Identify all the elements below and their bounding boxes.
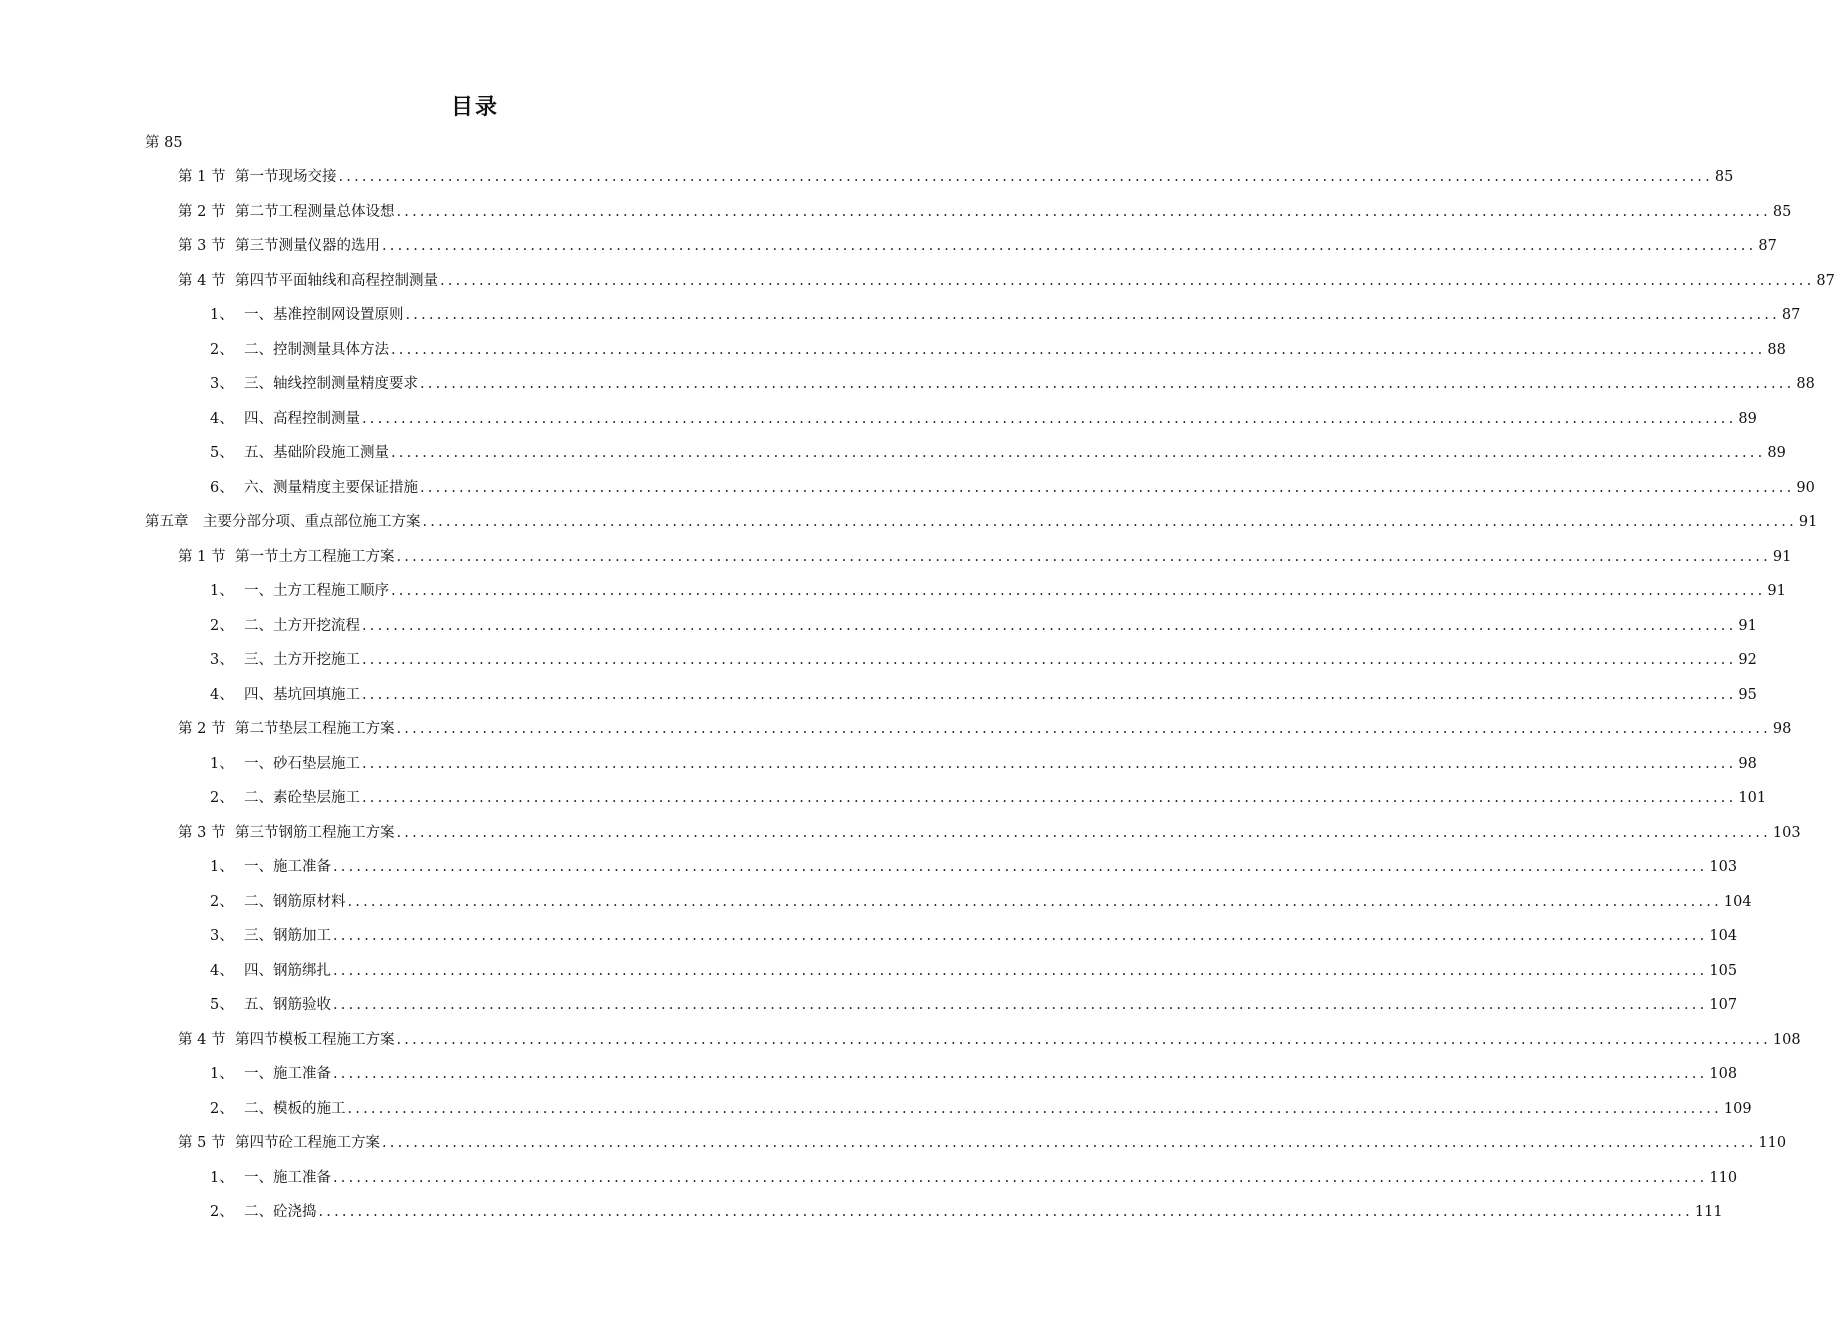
toc-entry-number: 5、 <box>210 445 234 461</box>
toc-entry-title: 三、钢筋加工 <box>244 928 331 944</box>
toc-entry-title: 二、砼浇捣 <box>244 1204 317 1220</box>
toc-entry-number: 2、 <box>210 341 234 358</box>
toc-entry[interactable] <box>210 994 1738 1016</box>
toc-page-number: 85 <box>1714 169 1734 185</box>
toc-entry-title: 二、控制测量具体方法 <box>244 341 389 358</box>
toc-leader-dots: ................................................................................................................................................................................ <box>420 376 1795 392</box>
toc-entry-title: 五、基础阶段施工测量 <box>244 445 389 461</box>
toc-entry[interactable] <box>178 235 1777 257</box>
toc-entry[interactable] <box>178 270 1835 292</box>
toc-leader-dots: ................................................................................................................................................................................ <box>396 1031 1771 1048</box>
toc-page-number: 103 <box>1772 824 1801 841</box>
toc-leader-dots: ................................................................................................................................................................................ <box>333 1066 1708 1082</box>
toc-entry-number: 1、 <box>210 583 234 599</box>
toc-entry-number: 第 2 节 <box>178 203 226 220</box>
toc-page-number: 108 <box>1709 1066 1738 1082</box>
toc-entry-title: 一、施工准备 <box>244 1169 331 1186</box>
toc-entry-number: 第 5 节 <box>178 1135 226 1151</box>
toc-entry[interactable] <box>145 511 1818 533</box>
toc-page-number: 88 <box>1767 341 1786 358</box>
toc-page-number: 98 <box>1772 721 1792 737</box>
toc-leader-dots: ................................................................................................................................................................................ <box>333 859 1708 875</box>
toc-entry-number: 第 3 节 <box>178 824 226 841</box>
toc-entry-title: 第四节砼工程施工方案 <box>235 1135 380 1151</box>
toc-entry[interactable] <box>210 753 1757 775</box>
toc-orphan-line: 第 85 <box>145 135 183 151</box>
toc-entry-title: 第四节模板工程施工方案 <box>235 1031 395 1048</box>
toc-entry-title: 一、施工准备 <box>244 1066 331 1082</box>
toc-page-number: 87 <box>1816 272 1835 289</box>
toc-entry-title: 四、高程控制测量 <box>244 410 360 427</box>
toc-page-number: 111 <box>1694 1204 1723 1220</box>
toc-entry-title: 五、钢筋验收 <box>244 997 331 1013</box>
toc-entry-title: 一、基准控制网设置原则 <box>244 307 404 323</box>
toc-entry-number: 1、 <box>210 307 234 323</box>
toc-leader-dots: ................................................................................................................................................................................ <box>362 652 1737 668</box>
toc-page-number: 87 <box>1758 238 1777 254</box>
toc-leader-dots: ................................................................................................................................................................................ <box>396 548 1771 565</box>
toc-entry-title: 第二节垫层工程施工方案 <box>235 721 395 737</box>
toc-leader-dots: ................................................................................................................................................................................ <box>382 1135 1757 1151</box>
toc-page-number: 104 <box>1723 893 1752 910</box>
toc-page-number: 108 <box>1772 1031 1801 1048</box>
toc-entry[interactable] <box>178 546 1792 568</box>
toc-entry-title: 三、土方开挖施工 <box>244 652 360 668</box>
toc-page-number: 92 <box>1738 652 1757 668</box>
toc-entry[interactable] <box>210 442 1786 464</box>
toc-leader-dots: ................................................................................................................................................................................ <box>391 445 1766 461</box>
toc-page-number: 109 <box>1723 1100 1752 1117</box>
toc-entry-title: 第一节现场交接 <box>235 169 337 185</box>
toc-entry-title: 第二节工程测量总体设想 <box>235 203 395 220</box>
toc-page-number: 87 <box>1781 307 1801 323</box>
toc-leader-dots: ................................................................................................................................................................................ <box>347 893 1722 910</box>
toc-leader-dots: ................................................................................................................................................................................ <box>333 997 1708 1013</box>
toc-leader-dots: ................................................................................................................................................................................ <box>333 1169 1708 1186</box>
toc-entry-title: 第三节测量仪器的选用 <box>235 238 380 254</box>
toc-leader-dots: ................................................................................................................................................................................ <box>333 962 1708 979</box>
toc-entry-number: 1、 <box>210 859 234 875</box>
toc-entry[interactable] <box>210 477 1815 499</box>
toc-entry[interactable] <box>210 1063 1738 1085</box>
toc-entry-number: 5、 <box>210 997 234 1013</box>
toc-entry-number: 第 1 节 <box>178 169 226 185</box>
toc-leader-dots: ................................................................................................................................................................................ <box>396 721 1771 737</box>
toc-entry-number: 3、 <box>210 652 234 668</box>
toc-entry[interactable] <box>178 1029 1801 1051</box>
toc-entry-number: 2、 <box>210 790 234 806</box>
toc-leader-dots: ................................................................................................................................................................................ <box>391 341 1766 358</box>
toc-entry[interactable] <box>210 1098 1752 1120</box>
toc-leader-dots: ................................................................................................................................................................................ <box>440 272 1815 289</box>
toc-page-number: 110 <box>1758 1135 1787 1151</box>
toc-entry-title: 三、轴线控制测量精度要求 <box>244 376 418 392</box>
toc-entry[interactable] <box>210 339 1786 361</box>
toc-page-number: 110 <box>1709 1169 1738 1186</box>
toc-page-number: 103 <box>1709 859 1738 875</box>
toc-entry[interactable] <box>210 856 1738 878</box>
toc-entry-title: 主要分部分项、重点部位施工方案 <box>203 514 421 530</box>
toc-leader-dots: ................................................................................................................................................................................ <box>422 514 1797 530</box>
toc-entry-number: 第 4 节 <box>178 1031 226 1048</box>
toc-leader-dots: ................................................................................................................................................................................ <box>333 928 1708 944</box>
toc-entry[interactable] <box>210 304 1801 326</box>
toc-entry[interactable] <box>178 1132 1787 1154</box>
toc-leader-dots: ................................................................................................................................................................................ <box>362 686 1737 703</box>
toc-entry-number: 4、 <box>210 962 234 979</box>
toc-leader-dots: ................................................................................................................................................................................ <box>396 824 1771 841</box>
toc-entry[interactable] <box>210 787 1767 809</box>
toc-leader-dots: ................................................................................................................................................................................ <box>391 583 1766 599</box>
toc-title: 目录 <box>450 95 499 120</box>
toc-leader-dots: ................................................................................................................................................................................ <box>362 790 1737 806</box>
toc-entry-title: 四、基坑回填施工 <box>244 686 360 703</box>
toc-entry-number: 1、 <box>210 1169 234 1186</box>
toc-leader-dots: ................................................................................................................................................................................ <box>338 169 1713 185</box>
toc-page-number: 107 <box>1709 997 1738 1013</box>
toc-entry[interactable] <box>210 408 1757 430</box>
toc-entry-title: 第一节土方工程施工方案 <box>235 548 395 565</box>
toc-entry-title: 第三节钢筋工程施工方案 <box>235 824 395 841</box>
toc-page-number: 91 <box>1772 548 1792 565</box>
toc-entry-number: 4、 <box>210 686 234 703</box>
toc-entry[interactable] <box>210 960 1738 982</box>
toc-page-number: 91 <box>1767 583 1786 599</box>
toc-entry[interactable] <box>210 580 1786 602</box>
toc-entry-title: 二、素砼垫层施工 <box>244 790 360 806</box>
toc-entry-number: 1、 <box>210 755 234 772</box>
toc-entry-title: 一、土方工程施工顺序 <box>244 583 389 599</box>
toc-entry[interactable] <box>210 1201 1723 1223</box>
toc-entry-number: 6、 <box>210 479 234 496</box>
toc-page-number: 91 <box>1798 514 1818 530</box>
toc-entry-number: 1、 <box>210 1066 234 1082</box>
toc-page-number: 89 <box>1767 445 1786 461</box>
toc-entry-title: 一、施工准备 <box>244 859 331 875</box>
toc-leader-dots: ................................................................................................................................................................................ <box>362 755 1737 772</box>
toc-entry-number: 第 3 节 <box>178 238 226 254</box>
toc-entry-number: 第 2 节 <box>178 721 226 737</box>
toc-entry-number: 4、 <box>210 410 234 427</box>
toc-leader-dots: ................................................................................................................................................................................ <box>362 617 1737 634</box>
toc-entry[interactable] <box>210 615 1757 637</box>
toc-leader-dots: ................................................................................................................................................................................ <box>362 410 1737 427</box>
toc-page-number: 101 <box>1738 790 1767 806</box>
toc-entry[interactable] <box>178 201 1792 223</box>
toc-leader-dots: ................................................................................................................................................................................ <box>347 1100 1722 1117</box>
toc-entry-number: 第 1 节 <box>178 548 226 565</box>
toc-leader-dots: ................................................................................................................................................................................ <box>382 238 1757 254</box>
toc-entry-number: 2、 <box>210 893 234 910</box>
toc-entry[interactable] <box>178 718 1792 740</box>
toc-entry[interactable] <box>210 1167 1738 1189</box>
toc-entry-title: 二、钢筋原材料 <box>244 893 346 910</box>
toc-entry[interactable] <box>210 684 1757 706</box>
toc-entry[interactable] <box>178 166 1734 188</box>
toc-entry-title: 二、模板的施工 <box>244 1100 346 1117</box>
toc-entry-title: 第四节平面轴线和高程控制测量 <box>235 272 438 289</box>
toc-entry-title: 六、测量精度主要保证措施 <box>244 479 418 496</box>
toc-entry-number: 第 4 节 <box>178 272 226 289</box>
toc-entry-title: 二、土方开挖流程 <box>244 617 360 634</box>
toc-entry[interactable] <box>210 649 1757 671</box>
toc-leader-dots: ................................................................................................................................................................................ <box>420 479 1795 496</box>
toc-page-number: 104 <box>1709 928 1738 944</box>
toc-entry-number: 2、 <box>210 617 234 634</box>
toc-leader-dots: ................................................................................................................................................................................ <box>405 307 1780 323</box>
toc-entry-number: 2、 <box>210 1100 234 1117</box>
toc-entry[interactable] <box>210 891 1752 913</box>
toc-page-number: 105 <box>1709 962 1738 979</box>
toc-entry-number: 2、 <box>210 1204 234 1220</box>
toc-page-number: 88 <box>1796 376 1815 392</box>
toc-entry[interactable] <box>210 373 1815 395</box>
toc-page-number: 89 <box>1738 410 1757 427</box>
toc-entry-number: 3、 <box>210 928 234 944</box>
toc-entry-number: 3、 <box>210 376 234 392</box>
toc-page-number: 85 <box>1772 203 1792 220</box>
toc-leader-dots: ................................................................................................................................................................................ <box>318 1204 1693 1220</box>
toc-page-number: 91 <box>1738 617 1757 634</box>
toc-page-number: 98 <box>1738 755 1757 772</box>
toc-page-number: 90 <box>1796 479 1815 496</box>
toc-leader-dots: ................................................................................................................................................................................ <box>396 203 1771 220</box>
toc-entry-title: 一、砂石垫层施工 <box>244 755 360 772</box>
toc-page-number: 95 <box>1738 686 1757 703</box>
toc-entry-number: 第五章 <box>145 514 189 530</box>
toc-entry[interactable] <box>178 822 1801 844</box>
toc-entry[interactable] <box>210 925 1738 947</box>
toc-entry-title: 四、钢筋绑扎 <box>244 962 331 979</box>
